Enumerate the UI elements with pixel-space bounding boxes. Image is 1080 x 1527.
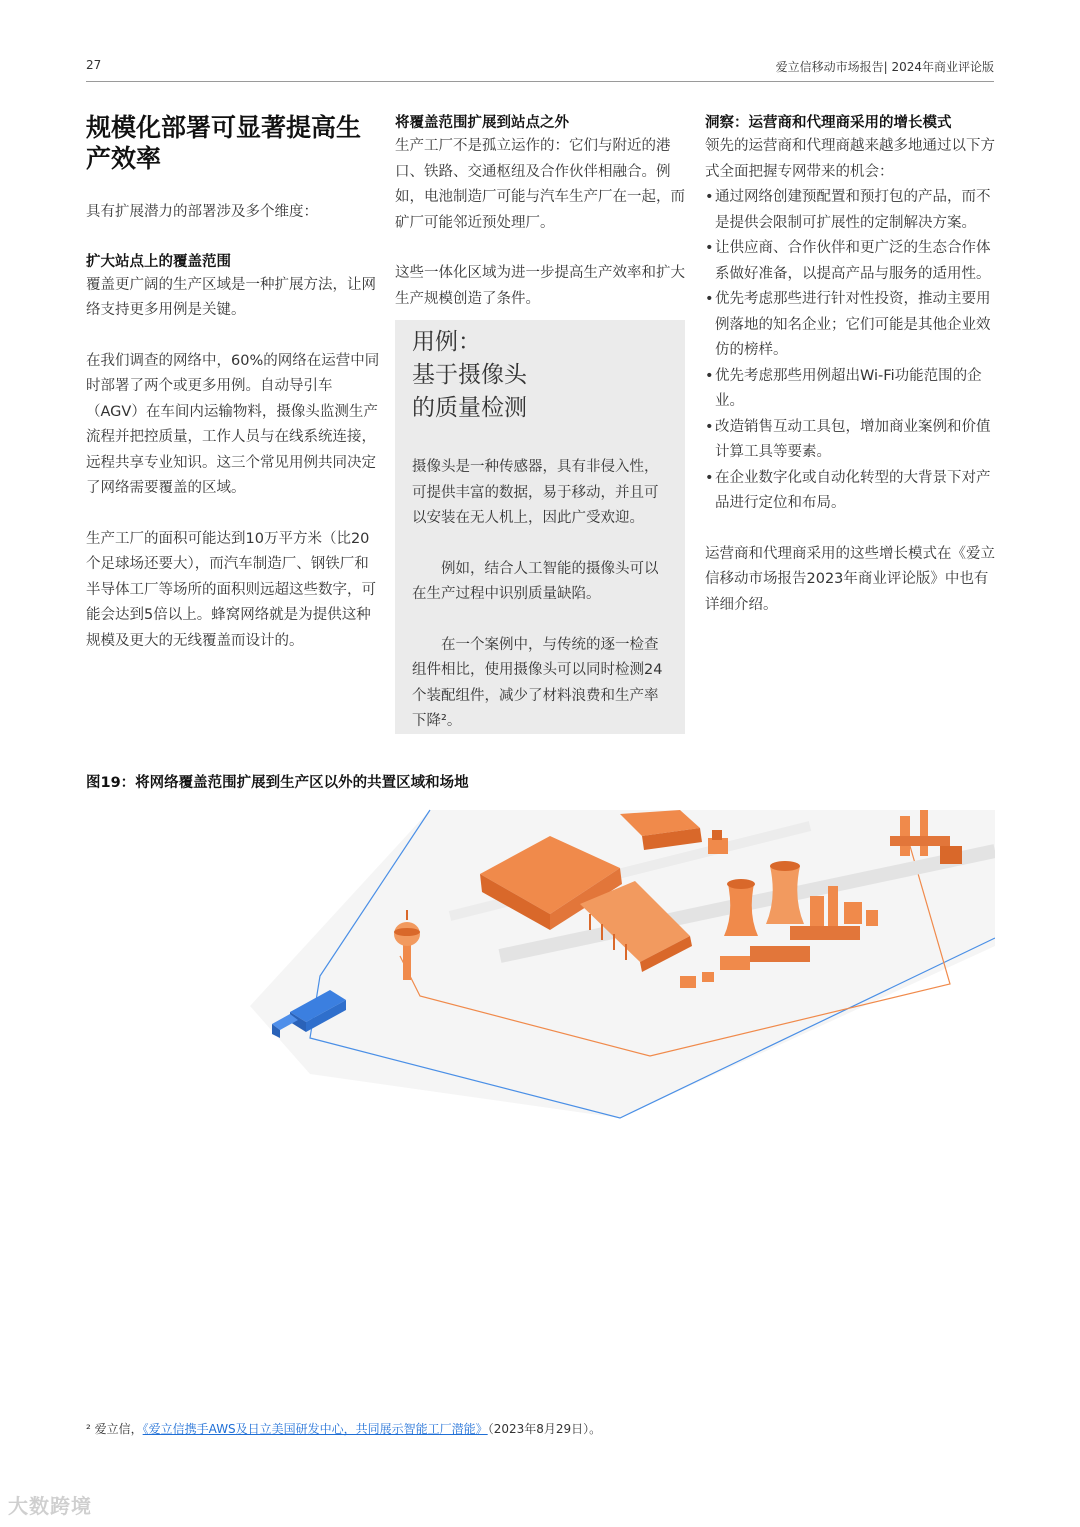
footnote-suffix: （2023年8月29日）。 <box>487 1422 602 1436</box>
footnote-prefix: ² 爱立信， <box>86 1422 143 1436</box>
watermark-logo: 大数跨境 <box>8 1494 92 1518</box>
section-title: 规模化部署可显著提高生产效率 <box>86 113 362 173</box>
paragraph: 生产工厂的面积可能达到10万平方米（比20个足球场还要大），而汽车制造厂、钢铁厂和半导体工厂等场所的面积则远超这些数字，可能会达到5倍以上。蜂窝网络就是为提供这种规模及更大的无线覆盖而设计的。 <box>86 530 376 649</box>
use-case-title-line: 用例： <box>412 329 481 355</box>
column-left <box>86 112 382 654</box>
intro-text: 具有扩展潜力的部署涉及多个维度： <box>86 204 318 220</box>
use-case-title-line: 基于摄像头 <box>412 362 527 388</box>
subhead-beyond-site: 将覆盖范围扩展到站点之外 <box>395 115 569 131</box>
list-item: • 让供应商、合作伙伴和更广泛的生态合作体系做好准备，以提高产品与服务的适用性。 <box>705 236 997 287</box>
column-right <box>705 112 997 618</box>
list-item: • 优先考虑那些进行针对性投资，推动主要用例落地的知名企业；它们可能是其他企业效仿的榜样。 <box>705 287 997 364</box>
use-case-title <box>412 326 671 425</box>
subhead-growth-models: 洞察：运营商和代理商采用的增长模式 <box>705 115 952 131</box>
use-case-paragraph: 在一个案例中，与传统的逐一检查组件相比，使用摄像头可以同时检测24个装配组件，减少了材料浪费和生产率下降²。 <box>412 636 663 729</box>
closing-text: 运营商和代理商采用的这些增长模式在《爱立信移动市场报告2023年商业评论版》中也有详细介绍。 <box>705 545 995 613</box>
footnote-link[interactable]: 《爱立信携手AWS及日立美国研发中心，共同展示智能工厂潜能》 <box>142 1422 488 1436</box>
page-number: 27 <box>86 58 102 72</box>
running-header: 爱立信移动市场报告| 2024年商业评论版 <box>775 60 994 74</box>
use-case-box <box>395 320 685 734</box>
subhead-site-coverage: 扩大站点上的覆盖范围 <box>86 253 231 270</box>
list-item: • 通过网络创建预配置和预打包的产品，而不是提供会限制可扩展性的定制解决方案。 <box>705 185 997 236</box>
header-divider <box>86 81 994 82</box>
use-case-title-line: 的质量检测 <box>412 395 527 421</box>
use-case-paragraph: 摄像头是一种传感器，具有非侵入性，可提供丰富的数据，易于移动，并且可以安装在无人机上，因此广受欢迎。 <box>412 459 659 526</box>
column-middle <box>395 112 687 312</box>
ground-area <box>250 810 995 1118</box>
paragraph: 覆盖更广阔的生产区域是一种扩展方法，让网络支持更多用例是关键。 <box>86 276 376 318</box>
list-item: • 优先考虑那些用例超出Wi-Fi功能范围的企业。 <box>705 364 997 415</box>
footnote <box>86 1420 601 1437</box>
growth-model-list <box>705 185 997 517</box>
paragraph: 在我们调查的网络中，60%的网络在运营中同时部署了两个或更多用例。自动导引车（AGV）在车间内运输物料，摄像头监测生产流程并把控质量，工作人员与在线系统连接，远程共享专业知识。这三个常见用例共同决定了网络需要覆盖的区域。 <box>86 352 380 496</box>
industrial-site-illustration <box>250 806 995 1136</box>
list-item: • 改造销售互动工具包，增加商业案例和价值计算工具等要素。 <box>705 415 997 466</box>
use-case-paragraph: 例如，结合人工智能的摄像头可以在生产过程中识别质量缺陷。 <box>412 560 659 602</box>
paragraph: 这些一体化区域为进一步提高生产效率和扩大生产规模创造了条件。 <box>395 265 685 307</box>
paragraph: 生产工厂不是孤立运作的：它们与附近的港口、铁路、交通枢纽及合作伙伴相融合。例如，电池制造厂可能与汽车生产厂在一起，而矿厂可能邻近预处理厂。 <box>395 138 685 231</box>
intro-text: 领先的运营商和代理商越来越多地通过以下方式全面把握专网带来的机会： <box>705 138 995 180</box>
list-item: • 在企业数字化或自动化转型的大背景下对产品进行定位和布局。 <box>705 466 997 517</box>
figure-caption: 图19：将网络覆盖范围扩展到生产区以外的共置区域和场地 <box>86 775 469 791</box>
